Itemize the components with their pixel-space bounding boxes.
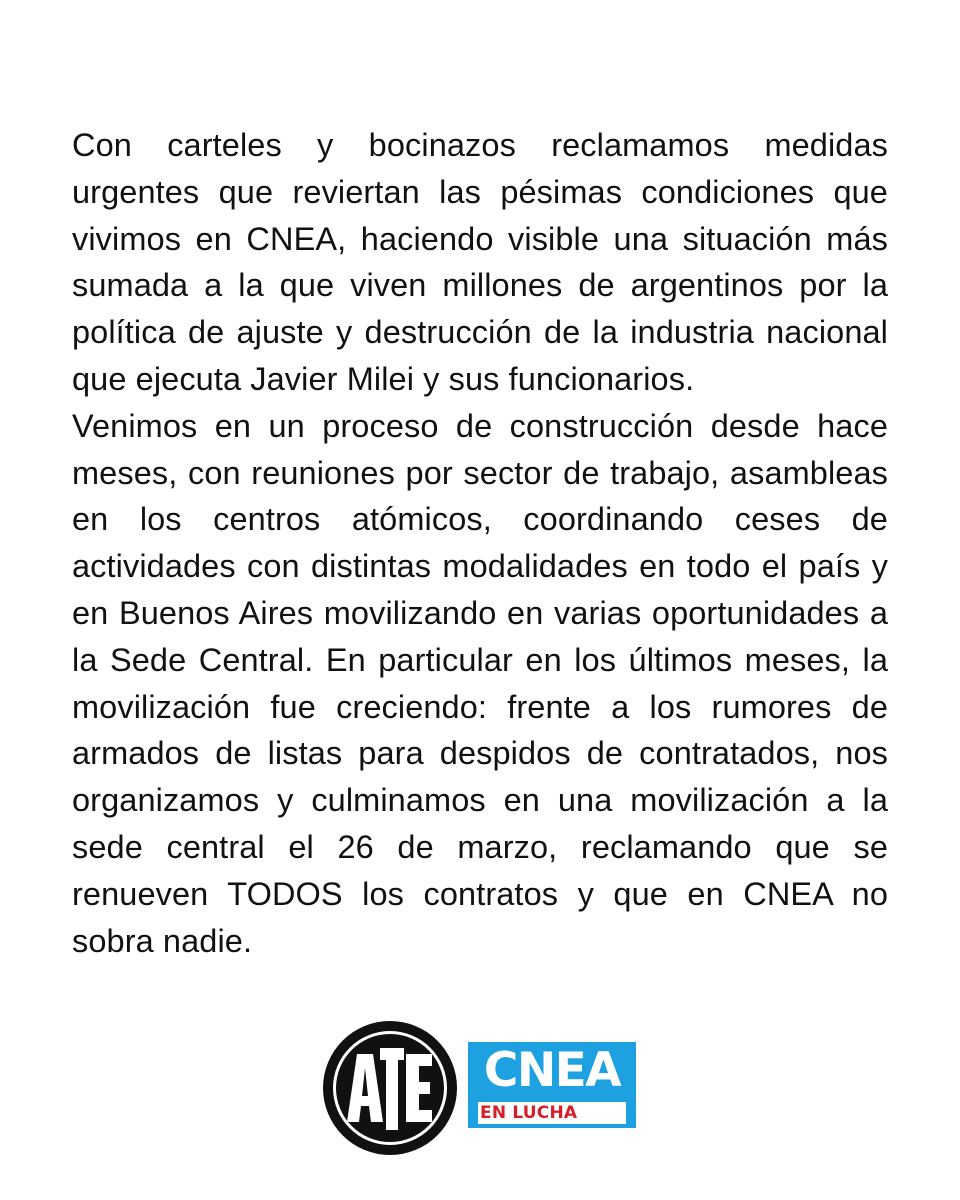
statement-text — [72, 122, 888, 964]
statement-paragraph-1: Con carteles y bocinazos reclamamos medidas urgentes que reviertan las pésimas condiciones que vivimos en CNEA, haciendo visible una situación más sumada a la que viven millones de argentinos por la política de ajuste y destrucción de la industria nacional que ejecuta Javier Milei y sus funcionarios. — [72, 127, 888, 397]
en-lucha-box — [478, 1102, 626, 1124]
en-lucha-text: EN LUCHA — [480, 1103, 578, 1123]
statement-paragraph-2: Venimos en un proceso de construcción desde hace meses, con reuniones por sector de trabajo, asambleas en los centros atómicos, coordinando ceses de actividades con distintas modalidades en todo el país y en Buenos Aires movilizando en varias oportunidades a la Sede Central. En particular en los últimos meses, la movilización fue creciendo: frente a los rumores de armados de listas para despidos de contratados, nos organizamos y culminamos en una movilización a la sede central el 26 de marzo, reclamando que se renueven TODOS los contratos y que en CNEA no sobra nadie. — [72, 407, 888, 959]
cnea-logo-title: CNEA — [483, 1043, 621, 1098]
logo-row — [0, 1018, 960, 1158]
cnea-en-lucha-logo — [468, 1042, 636, 1128]
ate-logo — [320, 1018, 460, 1158]
